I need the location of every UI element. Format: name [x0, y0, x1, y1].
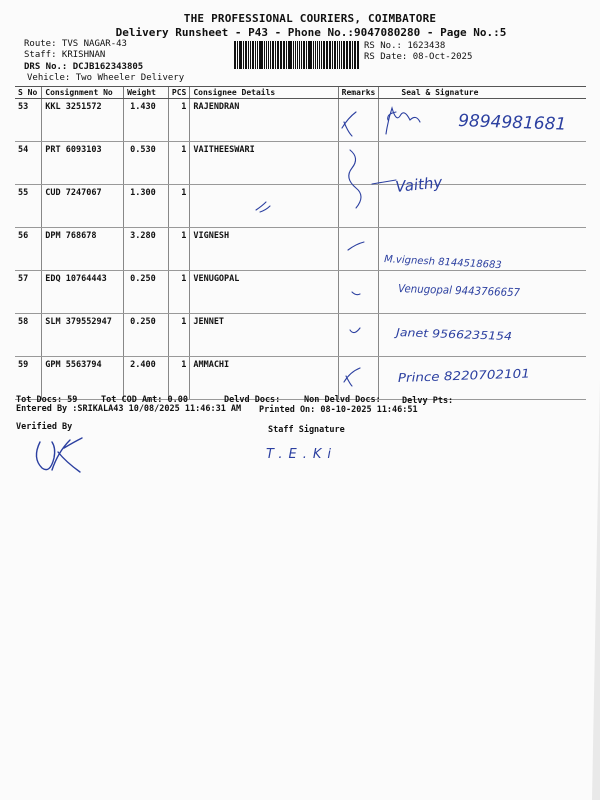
tick-mark-icon	[352, 292, 360, 295]
total-docs: Tot Docs: 59	[16, 395, 78, 405]
rs-number: RS No.: 1623438	[364, 41, 446, 51]
cell-sno: 58	[15, 314, 42, 357]
cell-consignee: VIGNESH	[190, 228, 338, 271]
verified-signature	[36, 438, 82, 472]
col-consignment: Consignment No	[42, 87, 124, 99]
cell-sno: 53	[15, 99, 42, 142]
cell-pcs: 1	[168, 99, 189, 142]
handwritten-entry: Venugopal 9443766657	[397, 282, 530, 300]
staff-signature-label: Staff Signature	[268, 425, 345, 435]
delivered-docs: Delvd Docs:	[224, 395, 281, 405]
cell-consignment: DPM 768678	[42, 228, 124, 271]
col-pcs: PCS	[168, 87, 189, 99]
total-cod: Tot COD Amt: 0.00	[101, 395, 188, 405]
delivery-points: Delvy Pts:	[402, 396, 454, 406]
col-seal-signature: Seal & Signature	[379, 87, 586, 99]
tick-mark-icon	[342, 112, 356, 136]
signature-scribble	[372, 180, 396, 184]
cell-sno: 54	[15, 142, 42, 185]
handwritten-entry: Prince 8220702101	[397, 366, 516, 385]
cell-pcs: 1	[168, 142, 189, 185]
cell-sno: 59	[15, 357, 42, 400]
cell-consignee: AMMACHI	[190, 357, 338, 400]
handwritten-phone: 9894981681	[457, 111, 567, 135]
cell-consignee: VAITHEESWARI	[190, 142, 338, 185]
col-sno: S No	[15, 87, 42, 99]
cell-weight: 2.400	[124, 357, 169, 400]
cell-sno: 56	[15, 228, 42, 271]
col-remarks: Remarks	[338, 87, 379, 99]
cell-consignment: EDQ 10764443	[42, 271, 124, 314]
drs-label: DRS No.: DCJB162343805	[24, 62, 144, 72]
col-consignee: Consignee Details	[190, 87, 338, 99]
bracket-mark-icon	[349, 150, 361, 208]
cell-pcs: 1	[168, 357, 189, 400]
route-label: Route: TVS NAGAR-43	[24, 39, 127, 49]
handwritten-entry: Janet 9566235154	[395, 326, 498, 343]
cell-consignee: RAJENDRAN	[190, 99, 338, 142]
tick-mark-icon	[344, 368, 360, 386]
tick-mark-icon	[348, 242, 364, 250]
page-edge-shadow	[588, 380, 600, 800]
cell-consignee: JENNET	[190, 314, 338, 357]
cell-weight: 1.300	[124, 185, 169, 228]
handwritten-entry: M.vignesh 8144518683	[383, 254, 502, 272]
vehicle-label: Vehicle: Two Wheeler Delivery	[27, 73, 185, 83]
handwritten-name: Vaithy	[394, 173, 444, 196]
col-weight: Weight	[124, 87, 169, 99]
cell-pcs: 1	[168, 271, 189, 314]
cell-consignment: CUD 7247067	[42, 185, 124, 228]
cell-consignee: VENUGOPAL	[190, 271, 338, 314]
cell-pcs: 1	[168, 185, 189, 228]
cell-weight: 0.250	[124, 271, 169, 314]
entered-by: Entered By :SRIKALA43 10/08/2025 11:46:31 AM	[16, 404, 242, 414]
cell-pcs: 1	[168, 228, 189, 271]
cell-pcs: 1	[168, 314, 189, 357]
cell-weight: 0.250	[124, 314, 169, 357]
cell-consignment: KKL 3251572	[42, 99, 124, 142]
runsheet-subtitle: Delivery Runsheet - P43 - Phone No.:9047080280 - Page No.:5	[115, 26, 507, 39]
cell-weight: 0.530	[124, 142, 169, 185]
cell-sno: 57	[15, 271, 42, 314]
cell-weight: 3.280	[124, 228, 169, 271]
tick-mark-icon	[350, 328, 360, 333]
staff-label: Staff: KRISHNAN	[24, 50, 106, 60]
signature-scribble	[256, 202, 270, 212]
signature-scribble	[386, 108, 420, 134]
cell-consignment: PRT 6093103	[42, 142, 124, 185]
cell-consignment: GPM 5563794	[42, 357, 124, 400]
non-delivered-docs: Non Delvd Docs:	[304, 395, 381, 405]
company-title: THE PROFESSIONAL COURIERS, COIMBATORE	[183, 12, 437, 25]
printed-on: Printed On: 08-10-2025 11:46:51	[259, 405, 418, 415]
staff-signature-hand: T.E.Ki	[266, 447, 338, 462]
cell-sno: 55	[15, 185, 42, 228]
cell-weight: 1.430	[124, 99, 169, 142]
cell-consignment: SLM 379552947	[42, 314, 124, 357]
rs-date: RS Date: 08-Oct-2025	[364, 52, 473, 62]
verified-by-label: Verified By	[16, 422, 73, 432]
